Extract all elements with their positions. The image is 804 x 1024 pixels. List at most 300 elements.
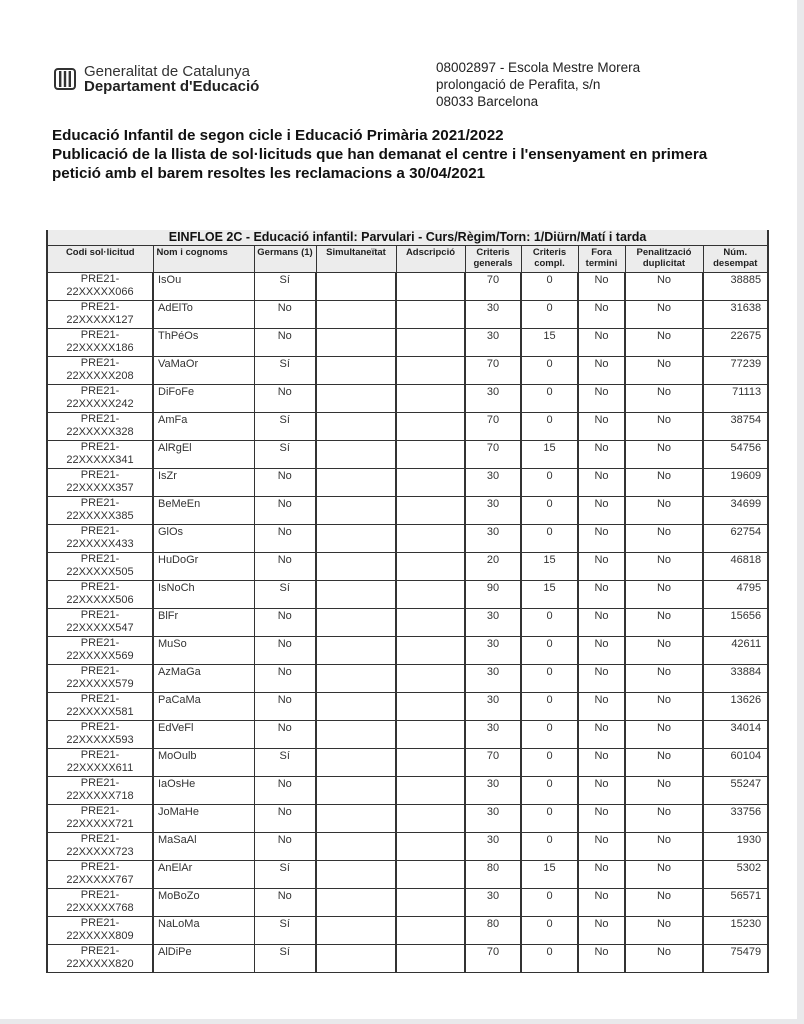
cell-criteris-generals: 70 bbox=[465, 413, 521, 441]
cell-adscripcio bbox=[396, 833, 465, 861]
cell-nom: PaCaMa bbox=[153, 693, 254, 721]
cell-codi bbox=[47, 553, 153, 581]
cell-nom: BlFr bbox=[153, 609, 254, 637]
cell-codi bbox=[47, 525, 153, 553]
cell-criteris-generals: 30 bbox=[465, 385, 521, 413]
codi-number: 22XXXXX768 bbox=[66, 902, 134, 914]
table-row bbox=[47, 945, 768, 973]
table-row bbox=[47, 329, 768, 357]
cell-codi bbox=[47, 805, 153, 833]
cell-codi bbox=[47, 861, 153, 889]
cell-criteris-generals: 30 bbox=[465, 497, 521, 525]
codi-number: 22XXXXX611 bbox=[66, 762, 134, 774]
cell-adscripcio bbox=[396, 889, 465, 917]
table-row bbox=[47, 441, 768, 469]
heading-line-3: petició amb el barem resoltes les reclamacions a 30/04/2021 bbox=[52, 165, 486, 182]
cell-desempat: 60104 bbox=[703, 749, 768, 777]
codi-prefix: PRE21- bbox=[80, 833, 120, 845]
cell-simultaneitat bbox=[316, 357, 396, 385]
table-header-row bbox=[47, 246, 768, 273]
cell-criteris-generals: 70 bbox=[465, 357, 521, 385]
codi-number: 22XXXXX809 bbox=[66, 930, 134, 942]
cell-adscripcio bbox=[396, 861, 465, 889]
cell-nom: AzMaGa bbox=[153, 665, 254, 693]
table-body bbox=[47, 273, 768, 973]
cell-criteris-generals: 80 bbox=[465, 861, 521, 889]
cell-penalitzacio: No bbox=[625, 525, 703, 553]
cell-criteris-compl: 0 bbox=[521, 693, 578, 721]
cell-germans: Sí bbox=[254, 945, 316, 973]
cell-desempat: 71113 bbox=[703, 385, 768, 413]
table-row bbox=[47, 749, 768, 777]
cell-germans: Sí bbox=[254, 357, 316, 385]
cell-fora-termini: No bbox=[578, 861, 625, 889]
cell-criteris-generals: 30 bbox=[465, 665, 521, 693]
col-header-criteris-compl: Criteris compl. bbox=[521, 246, 578, 273]
cell-germans: Sí bbox=[254, 581, 316, 609]
heading-line-1: Educació Infantil de segon cicle i Educació Primària 2021/2022 bbox=[52, 127, 504, 144]
cell-fora-termini: No bbox=[578, 833, 625, 861]
cell-penalitzacio: No bbox=[625, 861, 703, 889]
cell-desempat: 46818 bbox=[703, 553, 768, 581]
table-row bbox=[47, 917, 768, 945]
codi-number: 22XXXXX385 bbox=[66, 510, 134, 522]
cell-germans: Sí bbox=[254, 273, 316, 301]
cell-codi bbox=[47, 273, 153, 301]
codi-prefix: PRE21- bbox=[80, 861, 120, 873]
cell-germans: No bbox=[254, 805, 316, 833]
col-header-simultaneitat: Simultaneïtat bbox=[316, 246, 396, 273]
cell-codi bbox=[47, 833, 153, 861]
cell-nom: JoMaHe bbox=[153, 805, 254, 833]
org-name: Generalitat de Catalunya bbox=[84, 63, 250, 80]
col-header-penalitzacio: Penalització duplicitat bbox=[625, 246, 703, 273]
cell-criteris-generals: 30 bbox=[465, 469, 521, 497]
cell-adscripcio bbox=[396, 357, 465, 385]
cell-adscripcio bbox=[396, 637, 465, 665]
codi-number: 22XXXXX593 bbox=[66, 734, 134, 746]
col-header-criteris-generals: Criteris generals bbox=[465, 246, 521, 273]
codi-prefix: PRE21- bbox=[80, 441, 120, 453]
cell-germans: No bbox=[254, 833, 316, 861]
col-header-adscripcio: Adscripció bbox=[396, 246, 465, 273]
cell-fora-termini: No bbox=[578, 497, 625, 525]
cell-codi bbox=[47, 665, 153, 693]
cell-criteris-compl: 0 bbox=[521, 749, 578, 777]
cell-simultaneitat bbox=[316, 721, 396, 749]
table-row bbox=[47, 469, 768, 497]
cell-desempat: 38885 bbox=[703, 273, 768, 301]
table-row bbox=[47, 693, 768, 721]
codi-prefix: PRE21- bbox=[80, 301, 120, 313]
school-name: 08002897 - Escola Mestre Morera bbox=[436, 60, 641, 75]
codi-number: 22XXXXX208 bbox=[66, 370, 134, 382]
cell-criteris-compl: 0 bbox=[521, 637, 578, 665]
cell-criteris-generals: 30 bbox=[465, 721, 521, 749]
table-row bbox=[47, 805, 768, 833]
heading-line-2: Publicació de la llista de sol·licituds que han demanat el centre i l'ensenyament en primera bbox=[52, 146, 708, 163]
cell-germans: No bbox=[254, 721, 316, 749]
cell-adscripcio bbox=[396, 777, 465, 805]
cell-germans: No bbox=[254, 637, 316, 665]
codi-prefix: PRE21- bbox=[80, 609, 120, 621]
applications-table bbox=[46, 230, 769, 973]
cell-desempat: 1930 bbox=[703, 833, 768, 861]
codi-prefix: PRE21- bbox=[80, 777, 120, 789]
cell-nom: MuSo bbox=[153, 637, 254, 665]
cell-criteris-generals: 30 bbox=[465, 889, 521, 917]
cell-codi bbox=[47, 581, 153, 609]
codi-number: 22XXXXX066 bbox=[66, 286, 134, 298]
table-row bbox=[47, 525, 768, 553]
cell-desempat: 55247 bbox=[703, 777, 768, 805]
codi-prefix: PRE21- bbox=[80, 581, 120, 593]
cell-fora-termini: No bbox=[578, 805, 625, 833]
table-row bbox=[47, 609, 768, 637]
cell-germans: No bbox=[254, 525, 316, 553]
cell-fora-termini: No bbox=[578, 329, 625, 357]
codi-prefix: PRE21- bbox=[80, 357, 120, 369]
table-row bbox=[47, 357, 768, 385]
department-name: Departament d'Educació bbox=[84, 78, 260, 95]
codi-number: 22XXXXX127 bbox=[66, 314, 134, 326]
cell-nom: MaSaAl bbox=[153, 833, 254, 861]
cell-simultaneitat bbox=[316, 637, 396, 665]
table-row bbox=[47, 385, 768, 413]
codi-prefix: PRE21- bbox=[80, 665, 120, 677]
cell-adscripcio bbox=[396, 273, 465, 301]
cell-desempat: 34014 bbox=[703, 721, 768, 749]
cell-penalitzacio: No bbox=[625, 889, 703, 917]
codi-prefix: PRE21- bbox=[80, 889, 120, 901]
cell-nom: AdElTo bbox=[153, 301, 254, 329]
cell-nom: AlRgEl bbox=[153, 441, 254, 469]
codi-prefix: PRE21- bbox=[80, 721, 120, 733]
cell-penalitzacio: No bbox=[625, 301, 703, 329]
cell-adscripcio bbox=[396, 693, 465, 721]
cell-fora-termini: No bbox=[578, 609, 625, 637]
cell-codi bbox=[47, 385, 153, 413]
col-header-germans: Germans (1) bbox=[254, 246, 316, 273]
cell-adscripcio bbox=[396, 917, 465, 945]
cell-adscripcio bbox=[396, 721, 465, 749]
codi-prefix: PRE21- bbox=[80, 749, 120, 761]
cell-desempat: 5302 bbox=[703, 861, 768, 889]
cell-criteris-compl: 15 bbox=[521, 581, 578, 609]
table-row bbox=[47, 889, 768, 917]
cell-simultaneitat bbox=[316, 441, 396, 469]
cell-simultaneitat bbox=[316, 609, 396, 637]
cell-criteris-compl: 0 bbox=[521, 385, 578, 413]
cell-criteris-compl: 0 bbox=[521, 665, 578, 693]
cell-simultaneitat bbox=[316, 945, 396, 973]
cell-penalitzacio: No bbox=[625, 721, 703, 749]
cell-adscripcio bbox=[396, 329, 465, 357]
school-city: 08033 Barcelona bbox=[436, 94, 539, 109]
cell-fora-termini: No bbox=[578, 357, 625, 385]
cell-germans: No bbox=[254, 693, 316, 721]
cell-desempat: 54756 bbox=[703, 441, 768, 469]
cell-penalitzacio: No bbox=[625, 805, 703, 833]
codi-prefix: PRE21- bbox=[80, 525, 120, 537]
cell-codi bbox=[47, 497, 153, 525]
cell-fora-termini: No bbox=[578, 385, 625, 413]
cell-desempat: 13626 bbox=[703, 693, 768, 721]
cell-criteris-generals: 70 bbox=[465, 273, 521, 301]
cell-nom: NaLoMa bbox=[153, 917, 254, 945]
cell-simultaneitat bbox=[316, 581, 396, 609]
cell-desempat: 42611 bbox=[703, 637, 768, 665]
cell-desempat: 33756 bbox=[703, 805, 768, 833]
cell-adscripcio bbox=[396, 413, 465, 441]
cell-desempat: 56571 bbox=[703, 889, 768, 917]
cell-criteris-compl: 0 bbox=[521, 609, 578, 637]
codi-number: 22XXXXX721 bbox=[66, 818, 134, 830]
cell-codi bbox=[47, 413, 153, 441]
table-row bbox=[47, 777, 768, 805]
table-row bbox=[47, 637, 768, 665]
cell-criteris-compl: 0 bbox=[521, 805, 578, 833]
cell-germans: No bbox=[254, 609, 316, 637]
cell-simultaneitat bbox=[316, 525, 396, 553]
cell-germans: Sí bbox=[254, 441, 316, 469]
table-row bbox=[47, 581, 768, 609]
codi-number: 22XXXXX357 bbox=[66, 482, 134, 494]
cell-fora-termini: No bbox=[578, 749, 625, 777]
cell-desempat: 4795 bbox=[703, 581, 768, 609]
codi-number: 22XXXXX820 bbox=[66, 958, 134, 970]
cell-simultaneitat bbox=[316, 693, 396, 721]
cell-desempat: 77239 bbox=[703, 357, 768, 385]
cell-adscripcio bbox=[396, 469, 465, 497]
cell-codi bbox=[47, 693, 153, 721]
cell-codi bbox=[47, 945, 153, 973]
cell-simultaneitat bbox=[316, 385, 396, 413]
cell-desempat: 38754 bbox=[703, 413, 768, 441]
cell-codi bbox=[47, 917, 153, 945]
cell-criteris-compl: 0 bbox=[521, 357, 578, 385]
col-header-fora-termini: Fora termini bbox=[578, 246, 625, 273]
cell-fora-termini: No bbox=[578, 525, 625, 553]
cell-nom: AlDiPe bbox=[153, 945, 254, 973]
cell-germans: No bbox=[254, 385, 316, 413]
cell-nom: GlOs bbox=[153, 525, 254, 553]
table-row bbox=[47, 497, 768, 525]
codi-prefix: PRE21- bbox=[80, 385, 120, 397]
cell-nom: ThPéOs bbox=[153, 329, 254, 357]
cell-nom: MoBoZo bbox=[153, 889, 254, 917]
cell-nom: MoOulb bbox=[153, 749, 254, 777]
cell-fora-termini: No bbox=[578, 581, 625, 609]
document-heading bbox=[52, 126, 772, 183]
cell-desempat: 33884 bbox=[703, 665, 768, 693]
col-header-codi: Codi sol·licitud bbox=[47, 246, 153, 273]
generalitat-logo-icon bbox=[54, 68, 76, 90]
cell-penalitzacio: No bbox=[625, 497, 703, 525]
table-row bbox=[47, 665, 768, 693]
cell-germans: No bbox=[254, 301, 316, 329]
codi-number: 22XXXXX581 bbox=[66, 706, 134, 718]
col-header-nom: Nom i cognoms bbox=[153, 246, 254, 273]
cell-criteris-generals: 20 bbox=[465, 553, 521, 581]
cell-germans: No bbox=[254, 777, 316, 805]
cell-fora-termini: No bbox=[578, 889, 625, 917]
cell-germans: Sí bbox=[254, 917, 316, 945]
cell-codi bbox=[47, 721, 153, 749]
cell-adscripcio bbox=[396, 665, 465, 693]
table-row bbox=[47, 721, 768, 749]
cell-fora-termini: No bbox=[578, 693, 625, 721]
cell-fora-termini: No bbox=[578, 945, 625, 973]
cell-penalitzacio: No bbox=[625, 581, 703, 609]
cell-penalitzacio: No bbox=[625, 637, 703, 665]
codi-prefix: PRE21- bbox=[80, 553, 120, 565]
cell-criteris-compl: 0 bbox=[521, 833, 578, 861]
cell-nom: IsOu bbox=[153, 273, 254, 301]
cell-codi bbox=[47, 637, 153, 665]
cell-fora-termini: No bbox=[578, 413, 625, 441]
cell-criteris-generals: 90 bbox=[465, 581, 521, 609]
cell-codi bbox=[47, 469, 153, 497]
cell-simultaneitat bbox=[316, 749, 396, 777]
cell-fora-termini: No bbox=[578, 469, 625, 497]
cell-fora-termini: No bbox=[578, 721, 625, 749]
cell-adscripcio bbox=[396, 525, 465, 553]
cell-nom: EdVeFl bbox=[153, 721, 254, 749]
cell-criteris-compl: 15 bbox=[521, 861, 578, 889]
cell-desempat: 62754 bbox=[703, 525, 768, 553]
cell-adscripcio bbox=[396, 749, 465, 777]
cell-simultaneitat bbox=[316, 917, 396, 945]
cell-criteris-compl: 15 bbox=[521, 441, 578, 469]
cell-simultaneitat bbox=[316, 665, 396, 693]
codi-number: 22XXXXX547 bbox=[66, 622, 134, 634]
school-address-block bbox=[436, 59, 640, 110]
cell-germans: No bbox=[254, 469, 316, 497]
cell-desempat: 31638 bbox=[703, 301, 768, 329]
cell-criteris-compl: 0 bbox=[521, 889, 578, 917]
cell-penalitzacio: No bbox=[625, 441, 703, 469]
cell-criteris-generals: 30 bbox=[465, 805, 521, 833]
cell-nom: IsZr bbox=[153, 469, 254, 497]
codi-prefix: PRE21- bbox=[80, 805, 120, 817]
cell-adscripcio bbox=[396, 497, 465, 525]
cell-nom: AmFa bbox=[153, 413, 254, 441]
table-row bbox=[47, 833, 768, 861]
cell-simultaneitat bbox=[316, 889, 396, 917]
codi-prefix: PRE21- bbox=[80, 469, 120, 481]
cell-nom: BeMeEn bbox=[153, 497, 254, 525]
cell-criteris-generals: 30 bbox=[465, 833, 521, 861]
cell-criteris-generals: 70 bbox=[465, 945, 521, 973]
cell-criteris-compl: 0 bbox=[521, 497, 578, 525]
cell-adscripcio bbox=[396, 581, 465, 609]
cell-criteris-compl: 0 bbox=[521, 721, 578, 749]
cell-simultaneitat bbox=[316, 273, 396, 301]
codi-number: 22XXXXX328 bbox=[66, 426, 134, 438]
cell-penalitzacio: No bbox=[625, 273, 703, 301]
cell-codi bbox=[47, 329, 153, 357]
cell-criteris-compl: 0 bbox=[521, 413, 578, 441]
cell-simultaneitat bbox=[316, 329, 396, 357]
cell-adscripcio bbox=[396, 805, 465, 833]
cell-codi bbox=[47, 889, 153, 917]
cell-codi bbox=[47, 777, 153, 805]
cell-criteris-generals: 30 bbox=[465, 777, 521, 805]
codi-number: 22XXXXX506 bbox=[66, 594, 134, 606]
cell-fora-termini: No bbox=[578, 553, 625, 581]
cell-germans: No bbox=[254, 553, 316, 581]
cell-simultaneitat bbox=[316, 833, 396, 861]
cell-simultaneitat bbox=[316, 301, 396, 329]
cell-criteris-generals: 30 bbox=[465, 525, 521, 553]
codi-prefix: PRE21- bbox=[80, 945, 120, 957]
cell-fora-termini: No bbox=[578, 273, 625, 301]
school-street: prolongació de Perafita, s/n bbox=[436, 77, 601, 92]
cell-germans: Sí bbox=[254, 861, 316, 889]
codi-prefix: PRE21- bbox=[80, 497, 120, 509]
col-header-desempat: Núm. desempat bbox=[703, 246, 768, 273]
cell-criteris-generals: 30 bbox=[465, 329, 521, 357]
cell-codi bbox=[47, 441, 153, 469]
codi-number: 22XXXXX569 bbox=[66, 650, 134, 662]
codi-prefix: PRE21- bbox=[80, 917, 120, 929]
cell-desempat: 15656 bbox=[703, 609, 768, 637]
cell-adscripcio bbox=[396, 609, 465, 637]
codi-number: 22XXXXX718 bbox=[66, 790, 134, 802]
cell-criteris-generals: 30 bbox=[465, 301, 521, 329]
cell-criteris-generals: 30 bbox=[465, 637, 521, 665]
cell-germans: Sí bbox=[254, 413, 316, 441]
cell-fora-termini: No bbox=[578, 917, 625, 945]
generalitat-logo bbox=[54, 64, 259, 94]
cell-penalitzacio: No bbox=[625, 945, 703, 973]
cell-penalitzacio: No bbox=[625, 609, 703, 637]
cell-penalitzacio: No bbox=[625, 469, 703, 497]
codi-number: 22XXXXX767 bbox=[66, 874, 134, 886]
cell-criteris-compl: 0 bbox=[521, 301, 578, 329]
cell-fora-termini: No bbox=[578, 301, 625, 329]
cell-fora-termini: No bbox=[578, 777, 625, 805]
cell-penalitzacio: No bbox=[625, 385, 703, 413]
cell-germans: No bbox=[254, 329, 316, 357]
cell-criteris-compl: 15 bbox=[521, 553, 578, 581]
cell-criteris-generals: 70 bbox=[465, 749, 521, 777]
cell-fora-termini: No bbox=[578, 441, 625, 469]
cell-adscripcio bbox=[396, 553, 465, 581]
cell-simultaneitat bbox=[316, 805, 396, 833]
table-row bbox=[47, 553, 768, 581]
cell-penalitzacio: No bbox=[625, 665, 703, 693]
cell-simultaneitat bbox=[316, 413, 396, 441]
cell-adscripcio bbox=[396, 945, 465, 973]
codi-number: 22XXXXX579 bbox=[66, 678, 134, 690]
cell-simultaneitat bbox=[316, 861, 396, 889]
codi-prefix: PRE21- bbox=[80, 273, 120, 285]
table-row bbox=[47, 413, 768, 441]
codi-number: 22XXXXX505 bbox=[66, 566, 134, 578]
cell-penalitzacio: No bbox=[625, 749, 703, 777]
cell-penalitzacio: No bbox=[625, 777, 703, 805]
cell-desempat: 34699 bbox=[703, 497, 768, 525]
cell-fora-termini: No bbox=[578, 665, 625, 693]
cell-penalitzacio: No bbox=[625, 553, 703, 581]
cell-simultaneitat bbox=[316, 553, 396, 581]
cell-criteris-compl: 0 bbox=[521, 945, 578, 973]
cell-criteris-compl: 0 bbox=[521, 917, 578, 945]
table-title: EINFLOE 2C - Educació infantil: Parvulari - Curs/Règim/Torn: 1/Diürn/Matí i tarda bbox=[47, 230, 768, 246]
cell-criteris-compl: 0 bbox=[521, 469, 578, 497]
